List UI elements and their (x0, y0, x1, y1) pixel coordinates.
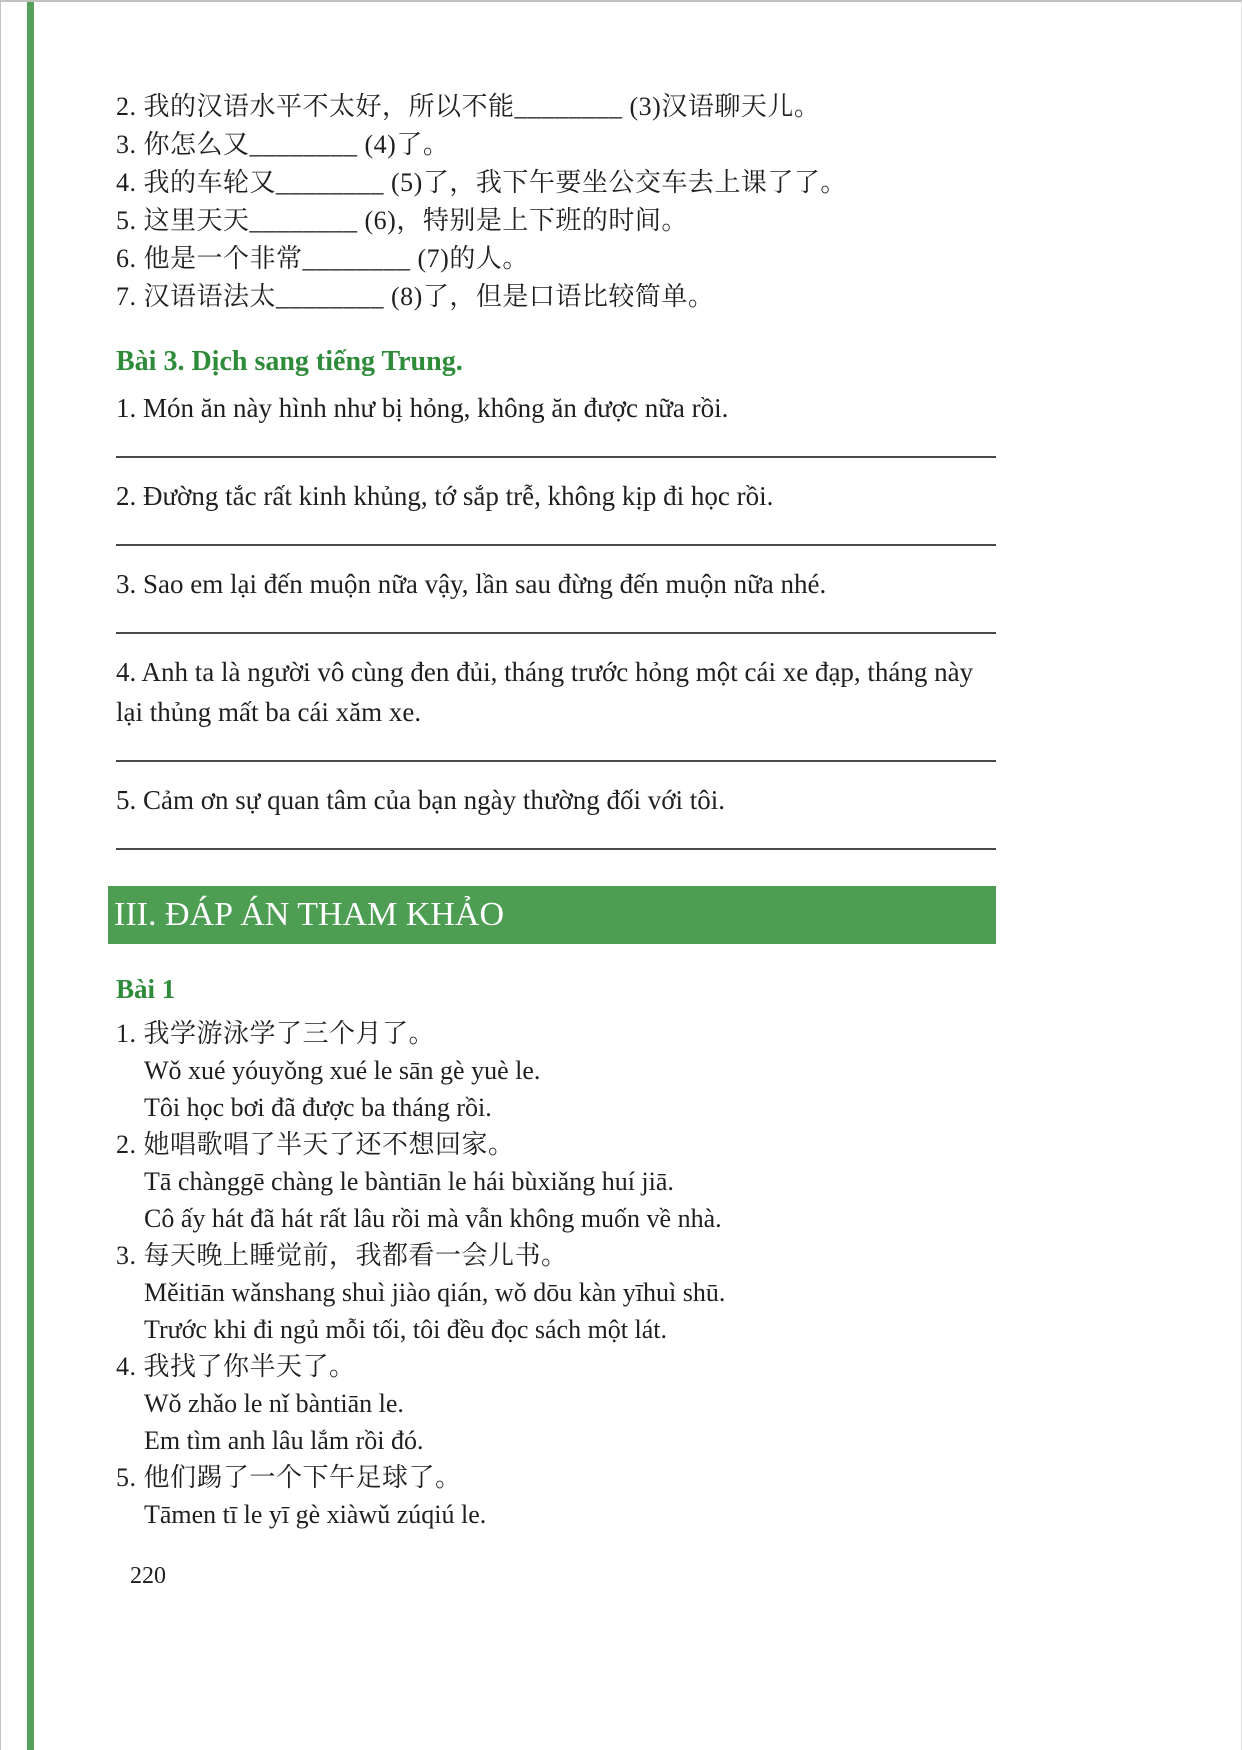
translation-item: 3. Sao em lại đến muộn nữa vậy, lần sau đừng đến muộn nữa nhé. (116, 569, 827, 599)
answer-zh: 2. 她唱歌唱了半天了还不想回家。 (116, 1130, 515, 1159)
answer-pinyin: Měitiān wǎnshang shuì jiào qián, wǒ dōu kàn yīhuì shū. (144, 1278, 726, 1307)
answer-pinyin: Wǒ zhǎo le nǐ bàntiān le. (144, 1389, 404, 1418)
answer-vi: Em tìm anh lâu lắm rồi đó. (144, 1426, 424, 1455)
answer-blank-line (116, 434, 996, 458)
answer-zh: 3. 每天晚上睡觉前，我都看一会儿书。 (116, 1241, 568, 1270)
fill-in-section (116, 88, 996, 316)
page-number: 220 (130, 1563, 166, 1589)
answers-banner-title: III. ĐÁP ÁN THAM KHẢO (114, 896, 505, 933)
answer-vi: Trước khi đi ngủ mỗi tối, tôi đều đọc sách một lát. (144, 1315, 668, 1344)
answer-zh: 5. 他们踢了一个下午足球了。 (116, 1463, 462, 1492)
answer-blank-line (116, 826, 996, 850)
translation-item: 5. Cảm ơn sự quan tâm của bạn ngày thường đối với tôi. (116, 785, 726, 815)
fill-item: 3. 你怎么又________ (4)了。 (116, 130, 450, 159)
answer-blank-line (116, 522, 996, 546)
translation-item: 1. Món ăn này hình như bị hỏng, không ăn được nữa rồi. (116, 393, 729, 423)
answer-pinyin: Tāmen tī le yī gè xiàwǔ zúqiú le. (144, 1500, 487, 1529)
bai3-heading: Bài 3. Dịch sang tiếng Trung. (116, 346, 463, 377)
answer-pinyin: Tā chànggē chàng le bàntiān le hái bùxiǎng huí jiā. (144, 1167, 674, 1196)
answers-banner (108, 886, 996, 944)
fill-item: 7. 汉语语法太________ (8)了，但是口语比较简单。 (116, 282, 715, 311)
answers-section (116, 974, 996, 1533)
answer-zh: 4. 我找了你半天了。 (116, 1352, 356, 1381)
translation-section (116, 346, 996, 850)
answer-zh: 1. 我学游泳学了三个月了。 (116, 1019, 436, 1048)
answer-blank-line (116, 610, 996, 634)
bai1-heading: Bài 1 (116, 974, 176, 1004)
page-edge-green-bar (27, 2, 34, 1750)
fill-item: 2. 我的汉语水平不太好，所以不能________ (3)汉语聊天儿。 (116, 92, 821, 121)
translation-item: 4. Anh ta là người vô cùng đen đủi, tháng trước hỏng một cái xe đạp, tháng này lại thủng mất ba cái xăm xe. (116, 657, 974, 727)
answer-vi: Tôi học bơi đã được ba tháng rồi. (144, 1093, 492, 1122)
answer-pinyin: Wǒ xué yóuyǒng xué le sān gè yuè le. (144, 1056, 541, 1085)
translation-item: 2. Đường tắc rất kinh khủng, tớ sắp trễ, không kịp đi học rồi. (116, 481, 774, 511)
fill-item: 6. 他是一个非常________ (7)的人。 (116, 244, 529, 273)
answer-vi: Cô ấy hát đã hát rất lâu rồi mà vẫn không muốn về nhà. (144, 1204, 722, 1233)
fill-item: 5. 这里天天________ (6)，特别是上下班的时间。 (116, 206, 688, 235)
fill-item: 4. 我的车轮又________ (5)了，我下午要坐公交车去上课了了。 (116, 168, 847, 197)
answer-blank-line (116, 738, 996, 762)
page-content (116, 88, 996, 1590)
